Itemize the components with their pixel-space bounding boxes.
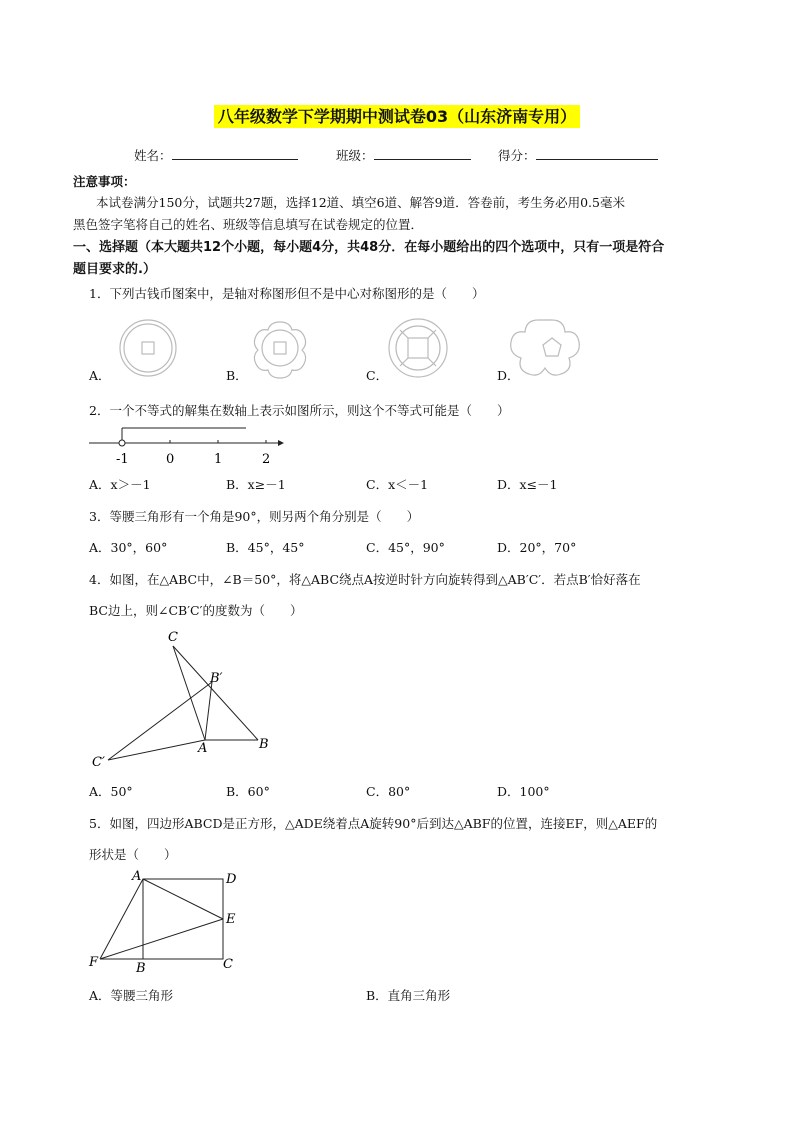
label-d: D xyxy=(226,872,237,887)
label-b: B xyxy=(136,961,146,976)
question-2-stem: 2．一个不等式的解集在数轴上表示如图所示，则这个不等式可能是（ ） xyxy=(89,403,510,418)
question-1-option-d[interactable]: D． xyxy=(497,368,520,383)
label-c-prime: C′ xyxy=(92,755,105,770)
question-2-option-c[interactable]: C．x＜－1 xyxy=(366,477,429,492)
question-2-option-d[interactable]: D．x≤－1 xyxy=(497,477,558,492)
question-1-option-a[interactable]: A． xyxy=(89,368,111,383)
score-label: 得分： xyxy=(498,148,536,163)
name-field[interactable] xyxy=(134,146,298,164)
notice-heading: 注意事项： xyxy=(73,174,136,189)
question-4-stem-line-1: 4．如图，在△ABC中，∠B＝50°，将△ABC绕点A按逆时针方向旋转得到△AB′C′．若点B′恰好落在 xyxy=(89,572,641,587)
question-2-option-a[interactable]: A．x＞－1 xyxy=(89,477,151,492)
question-4-stem-line-2: BC边上，则∠CB′C′的度数为（ ） xyxy=(89,603,303,618)
question-3-option-b[interactable]: B．45°，45° xyxy=(226,540,305,555)
question-3-option-a[interactable]: A．30°，60° xyxy=(89,540,168,555)
axis-label-1: 1 xyxy=(214,452,223,467)
coin-d xyxy=(511,320,580,375)
section-heading-line-1: 一、选择题（本大题共12个小题，每小题4分，共48分．在每小题给出的四个选项中，只有一项是符合 xyxy=(73,240,665,255)
number-line-figure xyxy=(86,420,286,470)
axis-label-neg1: -1 xyxy=(116,452,129,467)
coin-a xyxy=(120,320,176,376)
question-3-option-c[interactable]: C．45°，90° xyxy=(366,540,445,555)
label-b: B xyxy=(259,737,269,752)
coin-b xyxy=(254,322,305,378)
section-heading-line-2: 题目要求的.） xyxy=(73,262,156,277)
class-field[interactable] xyxy=(336,146,471,164)
question-5-option-b[interactable]: B．直角三角形 xyxy=(366,988,451,1003)
label-e: E xyxy=(226,912,236,927)
question-3-stem: 3．等腰三角形有一个角是90°，则另两个角分别是（ ） xyxy=(89,509,420,524)
name-label: 姓名： xyxy=(134,148,172,163)
label-f: F xyxy=(89,955,99,970)
label-c: C xyxy=(168,630,178,645)
label-a: A xyxy=(132,869,142,884)
question-4-option-d[interactable]: D．100° xyxy=(497,784,550,799)
question-5-option-a[interactable]: A．等腰三角形 xyxy=(89,988,174,1003)
label-c: C xyxy=(223,957,233,972)
question-5-stem-line-2: 形状是（ ） xyxy=(89,847,177,862)
question-4-option-a[interactable]: A．50° xyxy=(89,784,133,799)
class-label: 班级： xyxy=(336,148,374,163)
question-3-option-d[interactable]: D．20°，70° xyxy=(497,540,577,555)
square-rotation-figure xyxy=(86,866,246,978)
question-4-option-c[interactable]: C．80° xyxy=(366,784,411,799)
coin-c xyxy=(389,319,447,377)
question-4-option-b[interactable]: B．60° xyxy=(226,784,270,799)
rotation-triangle-figure xyxy=(88,626,278,772)
notice-line-2: 黑色签字笔将自己的姓名、班级等信息填写在试卷规定的位置． xyxy=(73,217,424,232)
axis-label-2: 2 xyxy=(262,452,271,467)
label-a: A xyxy=(198,741,208,756)
class-blank[interactable] xyxy=(374,147,471,160)
question-2-option-b[interactable]: B．x≥－1 xyxy=(226,477,286,492)
notice-line-1: 本试卷满分150分，试题共27题，选择12道、填空6道、解答9道．答卷前，考生务必用0.5毫米 xyxy=(96,195,625,210)
name-blank[interactable] xyxy=(172,147,298,160)
axis-label-0: 0 xyxy=(166,452,175,467)
question-1-stem: 1．下列古钱币图案中，是轴对称图形但不是中心对称图形的是（ ） xyxy=(89,286,485,301)
page-title: 八年级数学下学期期中测试卷03（山东济南专用） xyxy=(0,104,794,127)
score-field[interactable] xyxy=(498,146,658,164)
question-1-option-b[interactable]: B． xyxy=(226,368,248,383)
question-1-option-c[interactable]: C． xyxy=(366,368,389,383)
label-b-prime: B′ xyxy=(210,671,223,686)
score-blank[interactable] xyxy=(536,147,658,160)
question-5-stem-line-1: 5．如图，四边形ABCD是正方形，△ADE绕着点A旋转90°后到达△ABF的位置，连接EF，则△AEF的 xyxy=(89,816,658,831)
